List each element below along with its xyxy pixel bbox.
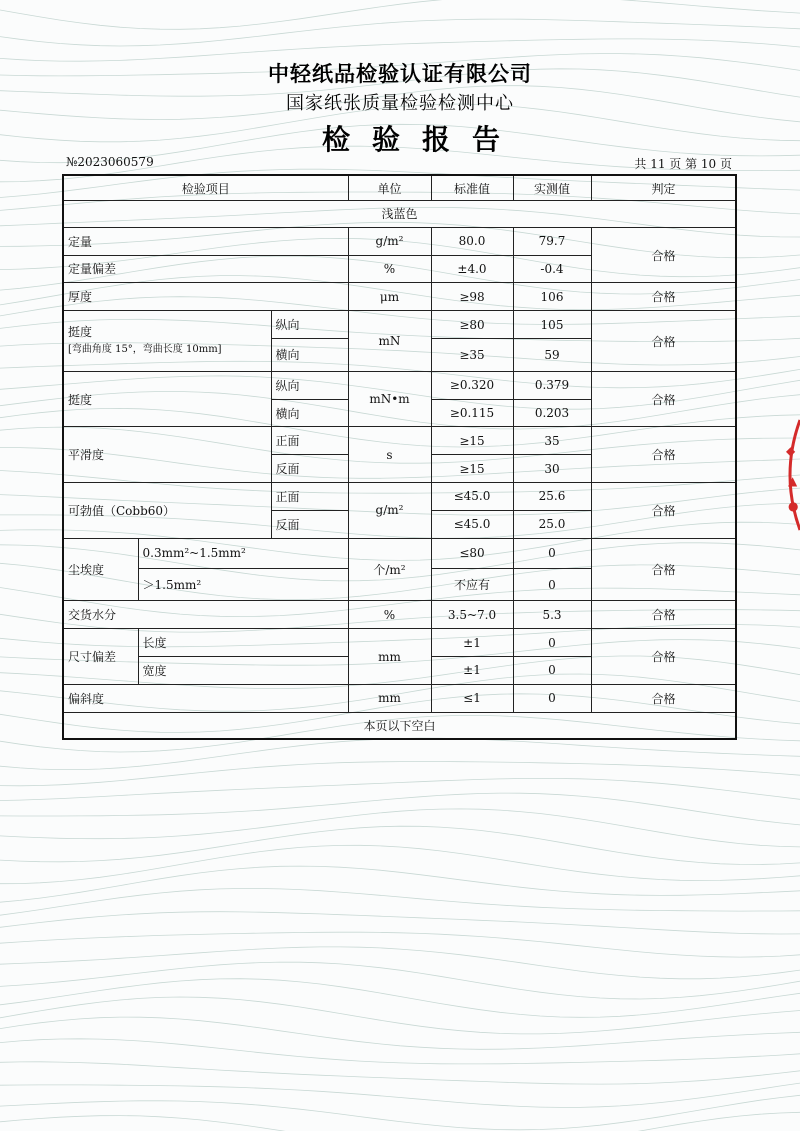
table-row: 宽度 ±1 0 xyxy=(63,657,736,685)
wave-line xyxy=(0,809,800,847)
wave-line xyxy=(0,845,800,883)
svg-text:▲: ▲ xyxy=(788,474,798,488)
table-row: 厚度 μm ≥98 106 合格 xyxy=(63,283,736,311)
table-row: 横向 ≥35 59 xyxy=(63,338,736,371)
wave-line xyxy=(0,1017,800,1049)
wave-line xyxy=(0,738,800,769)
blank-remark-row xyxy=(63,712,736,739)
verdict-cell: 合格 xyxy=(591,483,736,539)
table-row: 交货水分 % 3.5~7.0 5.3 合格 xyxy=(63,601,736,629)
table-row: 横向 ≥0.115 0.203 xyxy=(63,399,736,427)
table-row: 平滑度 正面 s ≥15 35 合格 xyxy=(63,427,736,455)
wave-line xyxy=(0,826,800,864)
svg-text:◆: ◆ xyxy=(786,444,796,458)
table-row: 挺度 [弯曲角度 15°，弯曲长度 10mm] 纵向 mN ≥80 105 合格 xyxy=(63,311,736,339)
header-item: 检验项目 xyxy=(63,175,348,201)
wave-line xyxy=(0,793,800,825)
table-row: 反面 ≤45.0 25.0 xyxy=(63,510,736,538)
verdict-cell: 合格 xyxy=(591,283,736,311)
svg-text:●: ● xyxy=(788,499,799,513)
report-number: №2023060579 xyxy=(66,155,154,169)
wave-line xyxy=(0,1039,800,1064)
verdict-cell: 合格 xyxy=(591,427,736,483)
wave-line xyxy=(0,947,800,979)
wave-line xyxy=(0,912,800,934)
wave-line xyxy=(0,0,800,29)
table-header-row xyxy=(63,175,736,201)
verdict-cell: 合格 xyxy=(591,311,736,372)
table-row: 尺寸偏差 长度 mm ±1 0 合格 xyxy=(63,629,736,657)
verdict-cell: 合格 xyxy=(591,227,736,283)
header-standard: 标准值 xyxy=(431,175,513,201)
organization-name: 中轻纸品检验认证有限公司 xyxy=(268,61,532,86)
inspection-table xyxy=(62,174,737,740)
verdict-cell: 合格 xyxy=(591,601,736,629)
verdict-cell: 合格 xyxy=(591,684,736,712)
table-row: 偏斜度 mm ≤1 0 合格 xyxy=(63,684,736,712)
table-row: ＞1.5mm² 不应有 0 xyxy=(63,568,736,601)
blank-remark: 本页以下空白 xyxy=(63,712,736,739)
header-verdict: 判定 xyxy=(591,175,736,201)
wave-line xyxy=(0,997,800,1034)
wave-line xyxy=(0,962,800,999)
table-row: 反面 ≥15 30 xyxy=(63,455,736,483)
section-row xyxy=(63,201,736,228)
table-row: 定量偏差 % ±4.0 -0.4 xyxy=(63,255,736,283)
wave-line xyxy=(0,889,800,916)
header-measured: 实测值 xyxy=(513,175,591,201)
report-title: 检验报告 xyxy=(321,123,522,156)
verdict-cell: 合格 xyxy=(591,371,736,427)
wave-line xyxy=(0,1062,800,1084)
header-unit: 单位 xyxy=(348,175,431,201)
wave-line xyxy=(0,979,800,1018)
wave-line xyxy=(0,1083,800,1107)
table-row: 可勃值（Cobb60） 正面 g/m² ≤45.0 25.6 合格 xyxy=(63,483,736,511)
verdict-cell: 合格 xyxy=(591,538,736,601)
table-row: 定量 g/m² 80.0 79.7 合格 xyxy=(63,227,736,255)
wave-line xyxy=(0,932,800,957)
table-row: 尘埃度 0.3mm²~1.5mm² 个/m² ≤80 0 合格 xyxy=(63,538,736,568)
page-count: 共 11 页 第 10 页 xyxy=(634,157,732,171)
section-color: 浅蓝色 xyxy=(63,201,736,228)
verdict-cell: 合格 xyxy=(591,629,736,685)
wave-line xyxy=(0,778,800,800)
wave-line xyxy=(0,19,800,46)
table-row: 挺度 纵向 mN•m ≥0.320 0.379 合格 xyxy=(63,371,736,399)
center-name: 国家纸张质量检验检测中心 xyxy=(286,93,514,114)
seal-stamp xyxy=(776,400,800,550)
